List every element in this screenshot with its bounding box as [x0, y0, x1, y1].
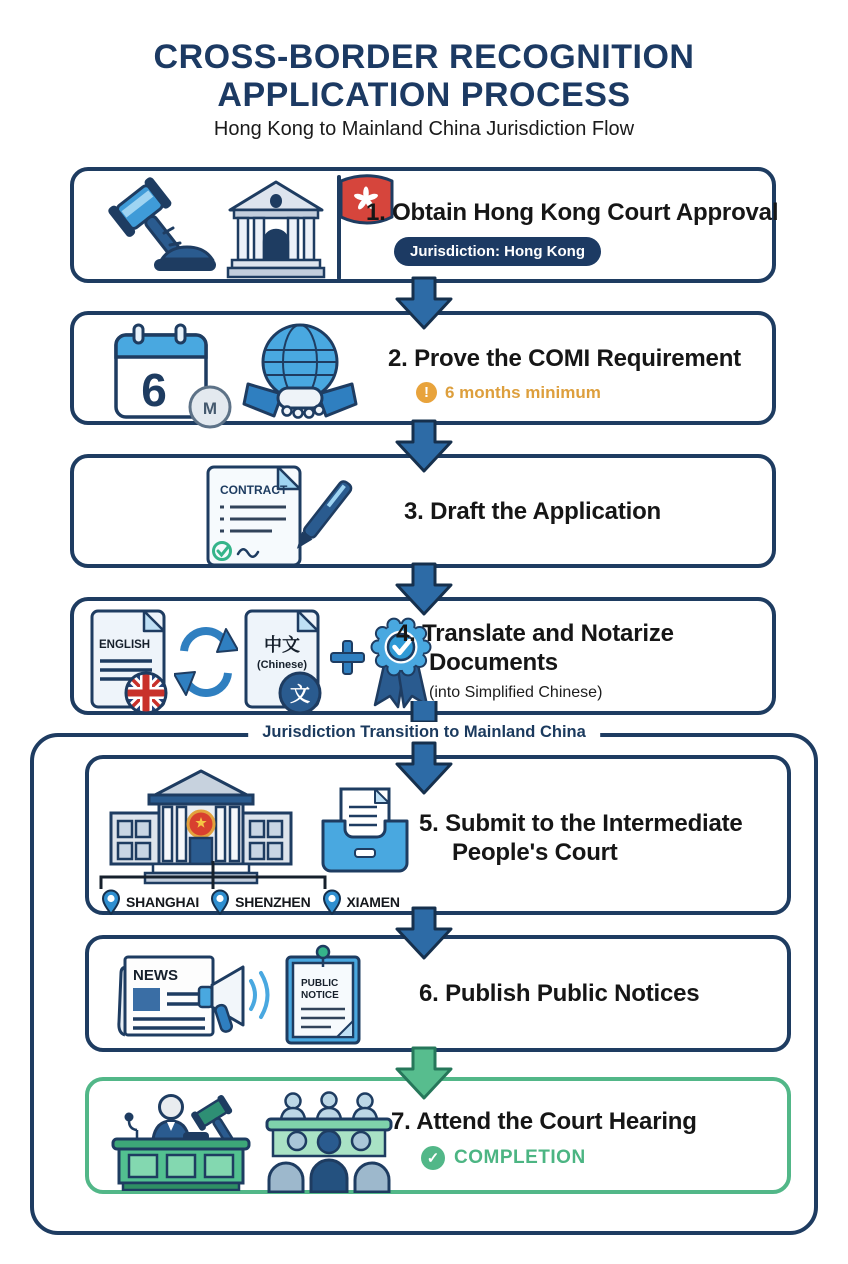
step-1-box — [70, 167, 779, 283]
plus-icon — [329, 639, 365, 677]
title-line-2: APPLICATION PROCESS — [217, 76, 631, 114]
step-4-note: (into Simplified Chinese) — [429, 684, 603, 701]
locations-bracket — [93, 861, 333, 889]
arrow-stem — [409, 701, 439, 722]
down-arrow-icon — [392, 276, 456, 330]
down-arrow-icon — [392, 419, 456, 473]
step-6-label: 6. Publish Public Notices — [419, 980, 700, 1007]
completion-check-icon: ✓ — [421, 1146, 445, 1170]
completion-text: COMPLETION — [454, 1147, 586, 1168]
down-arrow-icon — [392, 741, 456, 795]
location-label: SHANGHAI — [126, 894, 200, 910]
calendar-6-months-icon — [110, 319, 236, 431]
public-notice-icon — [281, 943, 365, 1047]
contract-document-pen-icon — [186, 461, 354, 571]
chinese-document-icon — [242, 607, 328, 719]
calendar-unit: M — [202, 399, 218, 418]
step-5-text — [419, 809, 743, 867]
chinese-doc-label: 中文 — [264, 635, 300, 655]
map-pin-icon — [322, 889, 342, 915]
news-label: NEWS — [133, 967, 178, 984]
step-3-label: 3. Draft the Application — [404, 497, 661, 525]
calendar-number: 6 — [141, 364, 167, 416]
step-4-label-line1: 4. Translate and Notarize — [396, 620, 674, 647]
warning-icon: ! — [416, 382, 437, 403]
step-5-label-line1: 5. Submit to the Intermediate — [419, 810, 743, 837]
location-shanghai — [101, 889, 199, 915]
page-title — [0, 38, 848, 114]
step-1-label: 1. Obtain Hong Kong Court Approval — [366, 199, 779, 226]
step-7-label: 7. Attend the Court Hearing — [391, 1108, 697, 1135]
jurisdiction-transition-label: Jurisdiction Transition to Mainland China — [248, 723, 600, 742]
location-shenzhen — [210, 889, 310, 915]
location-label: SHENZHEN — [235, 894, 311, 910]
map-pin-icon — [210, 889, 230, 915]
english-doc-label: ENGLISH — [99, 639, 151, 651]
down-arrow-green-icon — [392, 1046, 456, 1100]
comi-warning — [416, 382, 741, 403]
location-xiamen — [322, 889, 400, 915]
newspaper-megaphone-icon — [115, 947, 273, 1047]
globe-handshake-icon — [242, 320, 358, 430]
translate-badge-glyph: 文 — [290, 684, 310, 706]
court-building-icon — [220, 178, 332, 280]
jurisdiction-badge: Jurisdiction: Hong Kong — [394, 237, 601, 266]
notice-label-line2: NOTICE — [301, 990, 339, 1001]
step-7-text — [391, 1107, 697, 1170]
page-subtitle: Hong Kong to Mainland China Jurisdiction Flow — [213, 118, 635, 140]
step-4-label-line2: Documents — [429, 649, 558, 676]
english-document-icon — [88, 607, 174, 719]
courtroom-audience-icon — [259, 1089, 399, 1193]
contract-title: CONTRACT — [220, 483, 288, 497]
step-4-text — [396, 619, 674, 702]
gavel-icon — [90, 175, 218, 279]
location-label: XIAMEN — [346, 894, 400, 910]
title-line-1: CROSS-BORDER RECOGNITION — [153, 38, 695, 76]
completion-row — [421, 1146, 697, 1170]
down-arrow-icon — [392, 562, 456, 616]
step-1-text — [366, 198, 778, 266]
step-5-label-line2: People's Court — [452, 839, 618, 866]
court-locations — [101, 889, 400, 915]
map-pin-icon — [101, 889, 121, 915]
notice-label-line1: PUBLIC — [301, 978, 339, 989]
step-3-text — [404, 458, 661, 564]
step-6-text — [419, 939, 699, 1048]
judge-bench-icon — [109, 1087, 253, 1191]
chinese-doc-sublabel: (Chinese) — [256, 659, 308, 671]
step-2-label: 2. Prove the COMI Requirement — [388, 345, 741, 372]
step-2-text — [388, 344, 741, 403]
down-arrow-icon — [392, 906, 456, 960]
translate-refresh-icon — [174, 623, 238, 701]
warning-text: 6 months minimum — [445, 382, 601, 402]
